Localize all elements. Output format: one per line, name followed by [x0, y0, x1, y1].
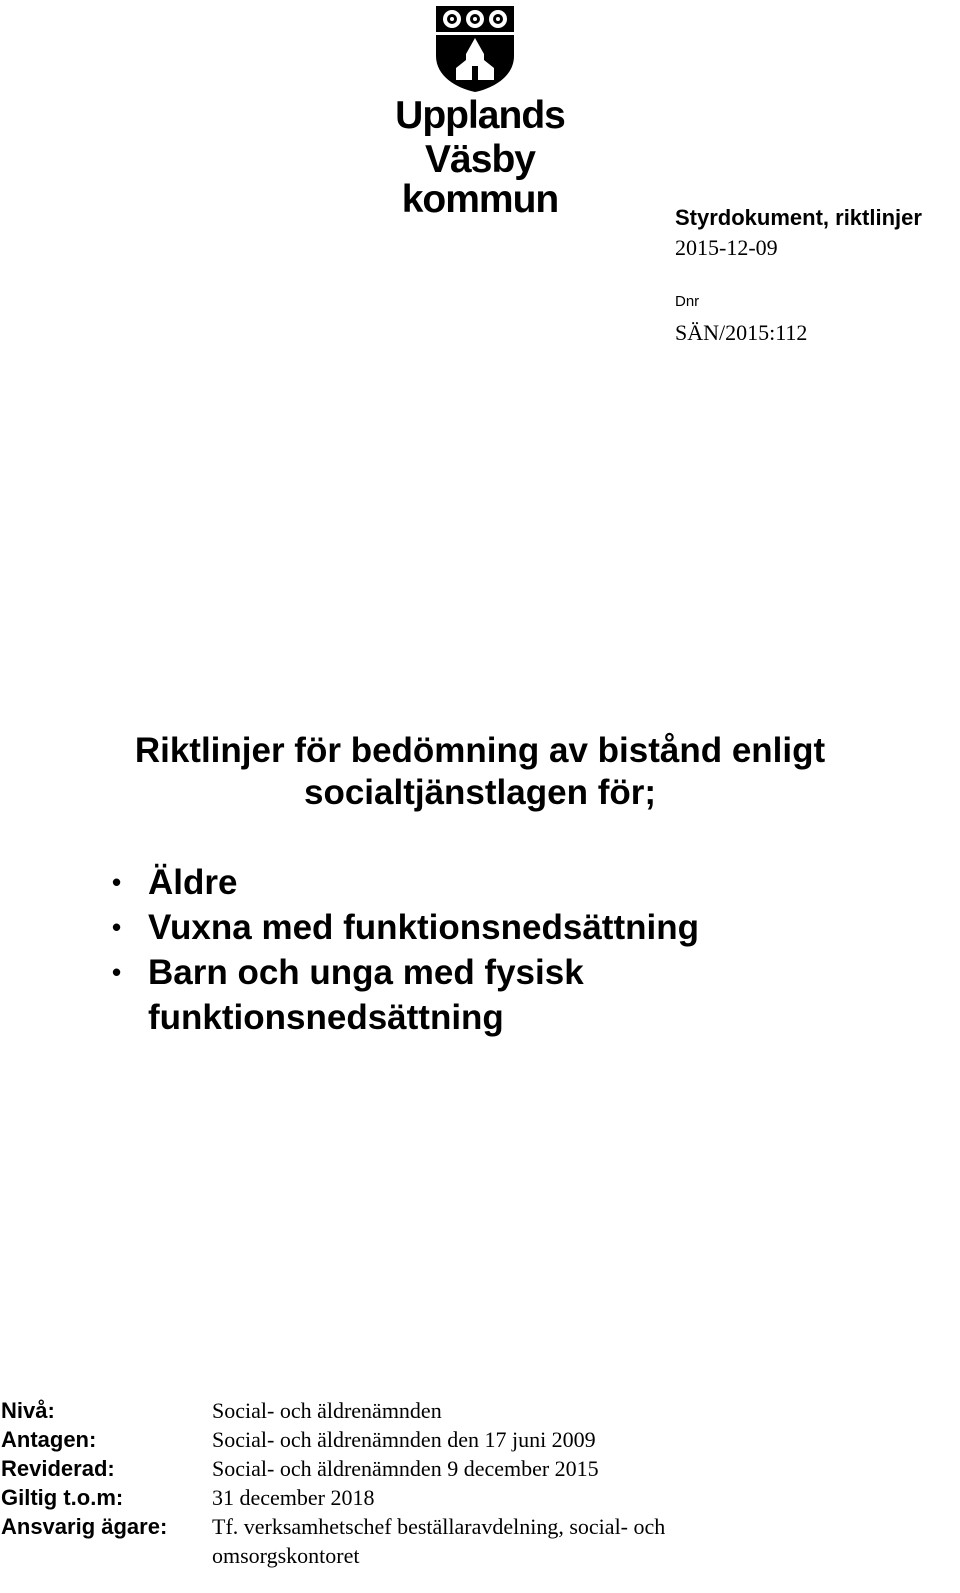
- metadata-row: [0, 1454, 960, 1483]
- metadata-value: Social- och äldrenämnden: [212, 1398, 442, 1423]
- target-group-list: [112, 860, 768, 1040]
- metadata-label: Reviderad:: [1, 1456, 115, 1481]
- dnr-label: Dnr: [675, 293, 700, 310]
- metadata-label: Nivå:: [1, 1398, 55, 1423]
- logo-line-1: Upplands Väsby: [395, 94, 565, 181]
- metadata-label: Ansvarig ägare:: [1, 1514, 168, 1539]
- bullet-icon: •: [112, 912, 122, 942]
- metadata-row: [0, 1483, 960, 1512]
- coat-of-arms-icon: [434, 4, 516, 94]
- metadata-value: Social- och äldrenämnden den 17 juni 2009: [212, 1427, 596, 1452]
- metadata-row: [0, 1396, 960, 1425]
- metadata-label: Antagen:: [1, 1427, 97, 1452]
- metadata-label: Giltig t.o.m:: [1, 1485, 124, 1510]
- logo-line-2: kommun: [401, 178, 559, 221]
- metadata-row: [0, 1425, 960, 1454]
- list-item: [112, 905, 768, 950]
- dnr-value: SÄN/2015:112: [675, 320, 808, 345]
- metadata-row: [0, 1512, 960, 1568]
- municipality-logo-text: [350, 94, 610, 221]
- document-metadata: [0, 1396, 960, 1568]
- coat-of-arms-logo: [434, 4, 516, 94]
- bullet-icon: •: [112, 867, 122, 897]
- metadata-value: 31 december 2018: [212, 1485, 375, 1510]
- list-item: [112, 950, 768, 1040]
- metadata-value: Tf. verksamhetschef beställaravdelning, social- och omsorgskontoret: [212, 1514, 666, 1568]
- list-item-text: Barn och unga med fysisk funktionsnedsättning: [148, 953, 584, 1037]
- document-title-line-2: socialtjänstlagen för;: [303, 773, 657, 812]
- document-title-line-1: Riktlinjer för bedömning av bistånd enligt: [134, 731, 826, 770]
- document-type: Styrdokument, riktlinjer: [675, 205, 922, 230]
- list-item: [112, 860, 768, 905]
- document-date: 2015-12-09: [675, 235, 778, 260]
- list-item-text: Vuxna med funktionsnedsättning: [148, 908, 699, 947]
- list-item-text: Äldre: [148, 863, 238, 902]
- metadata-value: Social- och äldrenämnden 9 december 2015: [212, 1456, 599, 1481]
- bullet-icon: •: [112, 957, 122, 987]
